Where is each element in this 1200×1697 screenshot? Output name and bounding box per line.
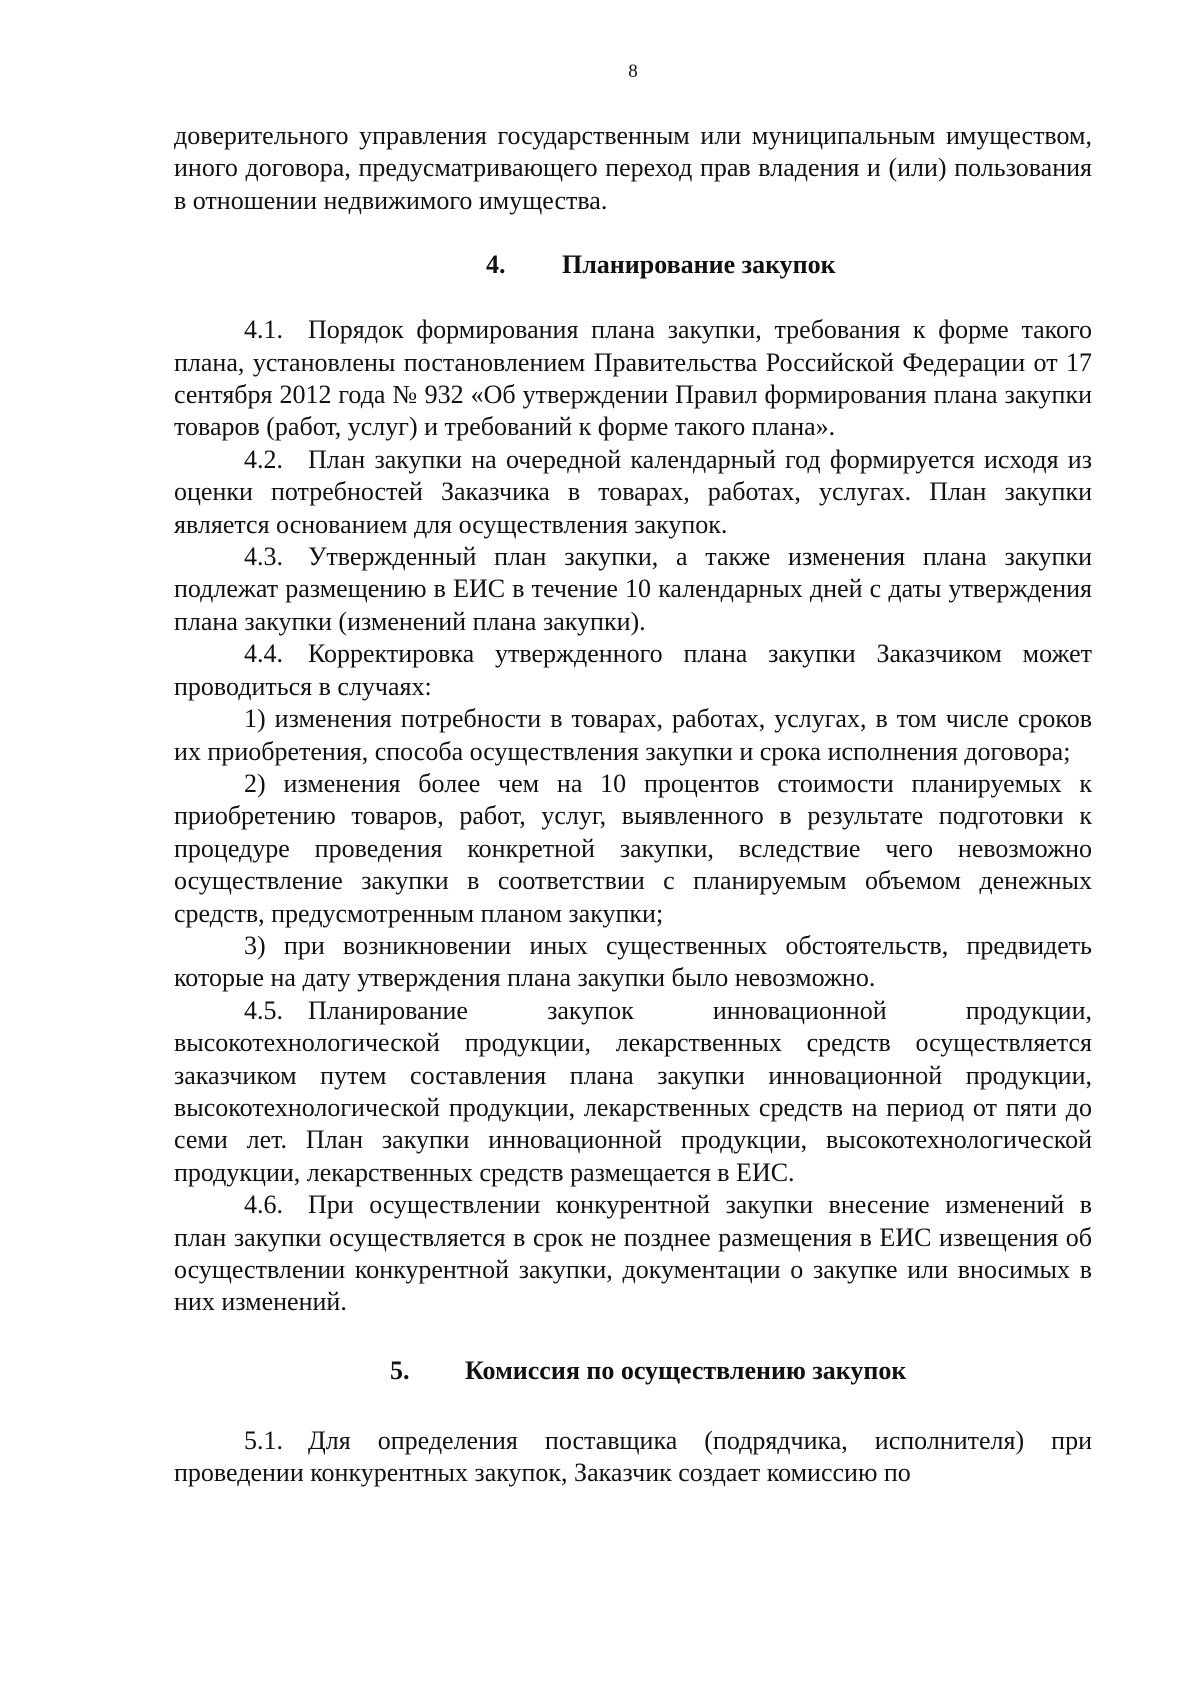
section-5-number: 5. xyxy=(390,1355,410,1385)
clause-number: 4.5. xyxy=(244,995,283,1025)
clause-number: 4.4. xyxy=(244,639,283,669)
clause-4-3 xyxy=(174,541,1092,638)
clause-text: План закупки на очередной календарный год формируется исходя из оценки потребностей Заказчика в товарах, работах, услугах. План закупки является основанием для осуществления закупок. xyxy=(174,444,1092,539)
clause-number: 4.1. xyxy=(244,315,283,345)
subitem-2: 2) изменения более чем на 10 процентов стоимости планируемых к приобретению товаров, работ, услуг, выявленного в результате подготовки к процедуре проведения конкретной закупки, вследствие чего невозможно осуществление закупки в соответствии с планируемым объемом денежных средств, предусмотренным планом закупки; xyxy=(174,768,1092,928)
clause-4-1 xyxy=(174,314,1092,444)
subitem-3: 3) при возникновении иных существенных обстоятельств, предвидеть которые на дату утверждения плана закупки было невозможно. xyxy=(174,930,1092,993)
clause-number: 4.2. xyxy=(244,444,283,474)
page-number: 8 xyxy=(628,61,638,82)
section-5-title: Комиссия по осуществлению закупок xyxy=(465,1355,907,1385)
section-4-title: Планирование закупок xyxy=(562,250,836,280)
clause-number: 4.3. xyxy=(244,542,283,572)
clause-number: 5.1. xyxy=(244,1425,283,1455)
clause-4-2 xyxy=(174,444,1092,541)
clause-text: Для определения поставщика (подрядчика, исполнителя) при проведении конкурентных закупок, Заказчик создает комиссию по xyxy=(174,1425,1092,1488)
clause-4-6 xyxy=(174,1189,1092,1319)
section-4-heading xyxy=(174,249,1092,281)
section-5-heading xyxy=(174,1355,1092,1387)
clause-text: Корректировка утвержденного плана закупки Заказчиком может проводиться в случаях: xyxy=(174,639,1092,701)
clause-text: Порядок формирования плана закупки, требования к форме такого плана, установлены постановлением Правительства Российской Федерации от 17 сентября 2012 года № 932 «Об утверждении Правил формирования плана закупки товаров (работ, услуг) и требований к форме такого плана». xyxy=(174,315,1092,442)
section-4-number: 4. xyxy=(486,250,506,280)
clause-text: Утвержденный план закупки, а также изменения плана закупки подлежат размещению в ЕИС в течение 10 календарных дней с даты утверждения плана закупки (изменений плана закупки). xyxy=(174,542,1092,636)
subitem-1: 1) изменения потребности в товарах, работах, услугах, в том числе сроков их приобретения, способа осуществления закупки и срока исполнения договора; xyxy=(174,704,1092,766)
document-page xyxy=(174,60,1092,1490)
clause-4-4 xyxy=(174,638,1092,703)
clause-number: 4.6. xyxy=(244,1190,283,1220)
clause-text: Планирование закупок инновационной продукции, высокотехнологической продукции, лекарственных средств осуществляется заказчиком путем составления плана закупки инновационной продукции, высокотехнологической продукции, лекарственных средств на период от пяти до семи лет. План закупки инновационной продукции, высокотехнологической продукции, лекарственных средств размещается в ЕИС. xyxy=(174,995,1092,1187)
clause-5-1 xyxy=(174,1425,1092,1490)
intro-paragraph: доверительного управления государственным или муниципальным имуществом, иного договора, предусматривающего переход прав владения и (или) пользования в отношении недвижимого имущества. xyxy=(174,121,1092,215)
clause-text: При осуществлении конкурентной закупки внесение изменений в план закупки осуществляется в срок не позднее размещения в ЕИС извещения об осуществлении конкурентной закупки, документации о закупке или вносимых в них изменений. xyxy=(174,1190,1092,1317)
clause-4-5 xyxy=(174,995,1092,1189)
